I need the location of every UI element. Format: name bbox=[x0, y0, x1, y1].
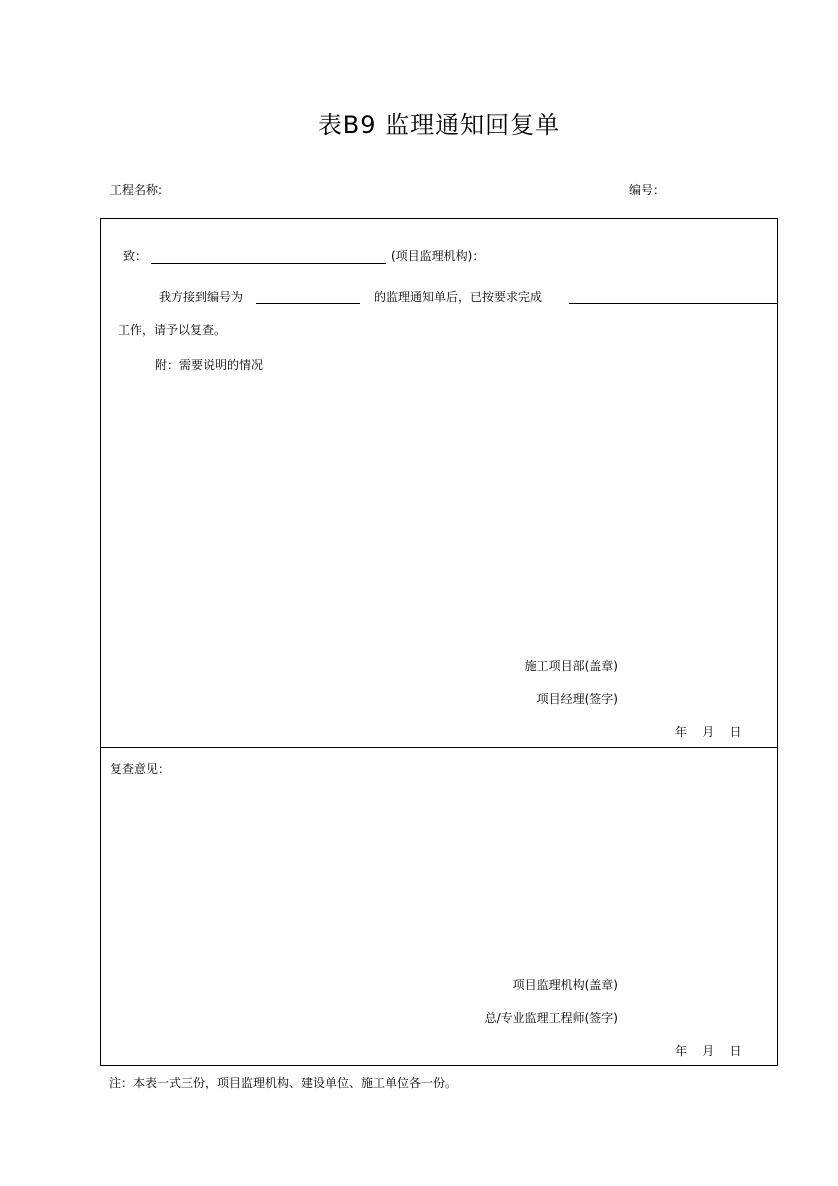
line1-prefix: 我方接到编号为 bbox=[159, 290, 244, 304]
project-name-label: 工程名称: bbox=[110, 183, 163, 197]
line1-middle: 的监理通知单后，已按要求完成 bbox=[374, 290, 543, 304]
review-label: 复查意见： bbox=[110, 762, 171, 776]
sign-engineer: 总/专业监理工程师(签字) bbox=[484, 1011, 618, 1025]
sign-dept: 施工项目部(盖章) bbox=[524, 659, 618, 673]
number-label: 编号： bbox=[629, 183, 666, 197]
sign-org: 项目监理机构(盖章) bbox=[512, 978, 618, 992]
form-box bbox=[100, 218, 778, 1066]
to-blank-line[interactable] bbox=[151, 263, 386, 264]
page-title: 表B9 监理通知回复单 bbox=[317, 111, 561, 139]
attachment-text: 附：需要说明的情况 bbox=[155, 358, 264, 372]
notice-number-blank-line[interactable] bbox=[256, 303, 360, 304]
date-1: 年 月 日 bbox=[675, 725, 742, 739]
to-suffix: (项目监理机构)： bbox=[391, 249, 485, 263]
date-2: 年 月 日 bbox=[675, 1044, 742, 1058]
work-blank-line[interactable] bbox=[569, 303, 778, 304]
to-label: 致： bbox=[123, 249, 148, 263]
section-divider bbox=[100, 747, 778, 748]
footnote: 注：本表一式三份，项目监理机构、建设单位、施工单位各一份。 bbox=[109, 1076, 458, 1090]
line2-text: 工作，请予以复查。 bbox=[118, 323, 227, 337]
sign-manager: 项目经理(签字) bbox=[536, 692, 618, 706]
